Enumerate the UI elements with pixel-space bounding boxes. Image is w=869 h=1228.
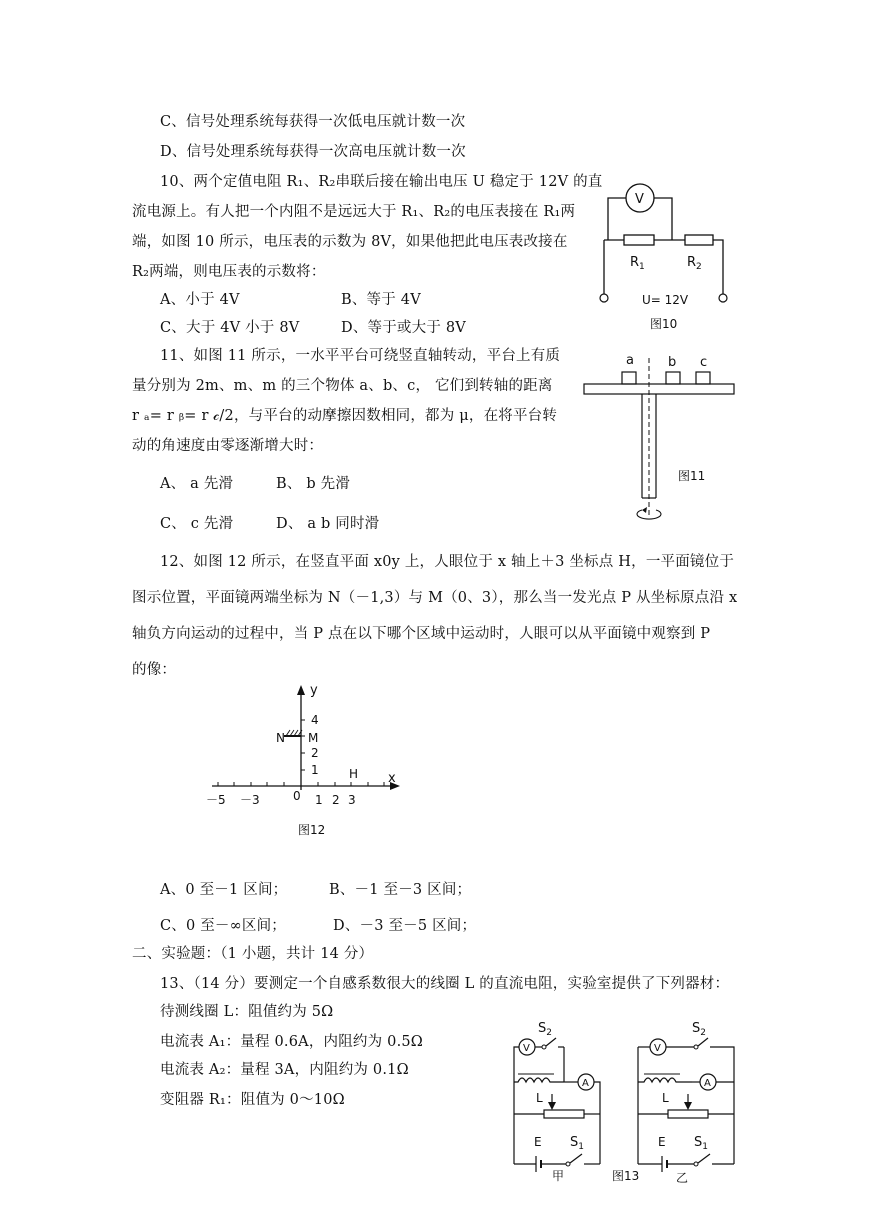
point-h-label: H xyxy=(349,767,359,781)
q13-line1: 13、（14 分）要测定一个自感系数很大的线圈 L 的直流电阻，实验室提供了下列器材： xyxy=(160,976,730,992)
q11-line3: r ₐ= r ᵦ= r 𝒸/2，与平台的动摩擦因数相同，都为 μ，在将平台转 xyxy=(132,408,558,424)
voltmeter-label: V xyxy=(635,192,644,207)
q12-line3: 轴负方向运动的过程中，当 P 点在以下哪个区域中运动时，人眼可以从平面镜中观察到 P xyxy=(132,626,711,642)
x-tick-1: 1 xyxy=(315,793,323,807)
yi-s2-label: S xyxy=(692,1021,701,1036)
x-tick-neg3: －3 xyxy=(240,793,260,807)
q11-option-d: D、 a b 同时滑 xyxy=(276,516,380,532)
figure-12-caption: 图12 xyxy=(298,823,326,837)
y-tick-2: 2 xyxy=(311,746,319,760)
yi-s2-subscript: 2 xyxy=(700,1028,706,1038)
jia-s1-subscript: 1 xyxy=(578,1142,584,1152)
y-tick-4: 4 xyxy=(311,713,319,727)
figure-10-caption: 图10 xyxy=(650,317,678,331)
point-m-label: M xyxy=(308,731,319,745)
yi-label: 乙 xyxy=(676,1171,689,1185)
yi-s1-subscript: 1 xyxy=(702,1142,708,1152)
q11-option-c: C、 c 先滑 xyxy=(160,516,234,532)
y-axis-arrow-icon xyxy=(297,685,305,695)
figure-13-caption: 图13 xyxy=(612,1169,640,1183)
resistor-r2-icon xyxy=(685,235,713,245)
q10-option-d: D、等于或大于 8V xyxy=(341,320,466,336)
block-a xyxy=(622,372,636,384)
q10-line3: 端，如图 10 所示，电压表的示数为 8V，如果他把此电压表改接在 xyxy=(132,234,568,250)
q10-line4: R₂两端，则电压表的示数将： xyxy=(132,264,326,280)
yi-coil-icon xyxy=(638,1078,692,1082)
q10-line2: 流电源上。有人把一个内阻不是远远大于 R₁、R₂的电压表接在 R₁两 xyxy=(132,204,576,220)
block-b xyxy=(666,372,680,384)
q11-option-a: A、 a 先滑 xyxy=(160,476,234,492)
jia-slider-arrow-icon xyxy=(548,1102,556,1110)
q10-option-c: C、大于 4V 小于 8V xyxy=(160,320,300,336)
r2-subscript: 2 xyxy=(696,262,702,272)
point-n-label: N xyxy=(276,731,285,745)
svg-text:S2 xyxy=(692,1021,706,1038)
q11-line4: 动的角速度由零逐渐增大时： xyxy=(132,438,324,454)
jia-s2-subscript: 2 xyxy=(546,1028,552,1038)
q12-line4: 的像： xyxy=(132,662,177,678)
q13-item3: 电流表 A₂：量程 3A，内阻约为 0.1Ω xyxy=(160,1062,409,1078)
yi-slider-arrow-icon xyxy=(684,1102,692,1110)
x-tick-2: 2 xyxy=(332,793,340,807)
q9-option-d: D、信号处理系统每获得一次高电压就计数一次 xyxy=(160,144,466,160)
resistor-r1-icon xyxy=(624,235,654,245)
yi-switch-s1-icon xyxy=(698,1154,710,1163)
circuit-jia xyxy=(514,1021,600,1183)
q11-line2: 量分别为 2m、m、m 的三个物体 a、b、c， 它们到转轴的距离 xyxy=(132,378,553,394)
y-axis-label: y xyxy=(310,683,318,698)
q11-option-b: B、 b 先滑 xyxy=(276,476,351,492)
block-c-label: c xyxy=(700,355,708,370)
circuit-yi xyxy=(638,1021,734,1185)
yi-coil-label: L xyxy=(662,1091,669,1105)
x-tick-neg5: －5 xyxy=(206,793,226,807)
terminal-right-icon xyxy=(719,294,727,302)
jia-label: 甲 xyxy=(552,1169,565,1183)
figure-12-coordinates xyxy=(200,680,410,840)
r1-label: R xyxy=(630,255,640,270)
jia-s2-label: S xyxy=(538,1021,547,1036)
figure-13-circuits xyxy=(508,1014,750,1186)
x-axis-label: x xyxy=(388,771,396,786)
block-c xyxy=(696,372,710,384)
svg-text:S2 xyxy=(538,1021,552,1038)
q10-option-b: B、等于 4V xyxy=(341,292,421,308)
platform xyxy=(584,384,734,394)
block-b-label: b xyxy=(668,355,677,370)
svg-text:S1 xyxy=(694,1135,708,1152)
terminal-left-icon xyxy=(600,294,608,302)
yi-voltmeter-label: V xyxy=(654,1043,661,1054)
jia-rheostat-icon xyxy=(544,1110,584,1118)
yi-s1-label: S xyxy=(694,1135,703,1150)
section-2-heading: 二、实验题：（1 小题，共计 14 分） xyxy=(132,946,374,962)
q11-line1: 11、如图 11 所示，一水平平台可绕竖直轴转动，平台上有质 xyxy=(160,348,561,364)
q9-option-c: C、信号处理系统每获得一次低电压就计数一次 xyxy=(160,114,466,130)
svg-text:R2 xyxy=(687,255,702,272)
r2-label: R xyxy=(687,255,697,270)
jia-ammeter-label: A xyxy=(582,1078,589,1089)
jia-emf-label: E xyxy=(534,1135,542,1149)
jia-voltmeter-label: V xyxy=(523,1043,530,1054)
figure-11-platform xyxy=(580,350,740,526)
q12-option-c: C、0 至－∞区间； xyxy=(160,918,287,934)
q13-item4: 变阻器 R₁：阻值为 0～10Ω xyxy=(160,1092,345,1108)
yi-switch-s2-icon xyxy=(698,1038,708,1046)
yi-ammeter-label: A xyxy=(704,1078,711,1089)
origin-label: 0 xyxy=(293,789,301,803)
jia-switch-s2-icon xyxy=(546,1038,556,1046)
jia-s1-label: S xyxy=(570,1135,579,1150)
q12-line1: 12、如图 12 所示，在竖直平面 x0y 上，人眼位于 x 轴上＋3 坐标点 H，一平面镜位于 xyxy=(160,554,735,570)
q12-option-d: D、－3 至－5 区间； xyxy=(333,918,477,934)
q13-item2: 电流表 A₁：量程 0.6A，内阻约为 0.5Ω xyxy=(160,1034,424,1050)
q12-option-a: A、0 至－1 区间； xyxy=(160,882,288,898)
q10-option-a: A、小于 4V xyxy=(160,292,240,308)
figure-10-circuit xyxy=(590,176,740,336)
jia-coil-label: L xyxy=(536,1091,543,1105)
yi-emf-label: E xyxy=(658,1135,666,1149)
yi-rheostat-icon xyxy=(668,1110,708,1118)
block-a-label: a xyxy=(626,353,634,368)
svg-text:S1 xyxy=(570,1135,584,1152)
figure-11-caption: 图11 xyxy=(678,469,706,483)
q10-line1: 10、两个定值电阻 R₁、R₂串联后接在输出电压 U 稳定于 12V 的直 xyxy=(160,174,603,190)
q13-item1: 待测线圈 L：阻值约为 5Ω xyxy=(160,1004,334,1020)
q12-option-b: B、－1 至－3 区间； xyxy=(329,882,472,898)
r1-subscript: 1 xyxy=(639,262,645,272)
jia-coil-icon xyxy=(514,1078,564,1082)
jia-switch-s1-icon xyxy=(570,1154,582,1163)
svg-text:R1 xyxy=(630,255,645,272)
y-tick-1: 1 xyxy=(311,763,319,777)
voltage-label: U= 12V xyxy=(642,293,689,307)
q12-line2: 图示位置，平面镜两端坐标为 N（－1,3）与 M（0、3），那么当一发光点 P 从坐标原点沿 x xyxy=(132,590,738,606)
x-tick-3: 3 xyxy=(348,793,356,807)
